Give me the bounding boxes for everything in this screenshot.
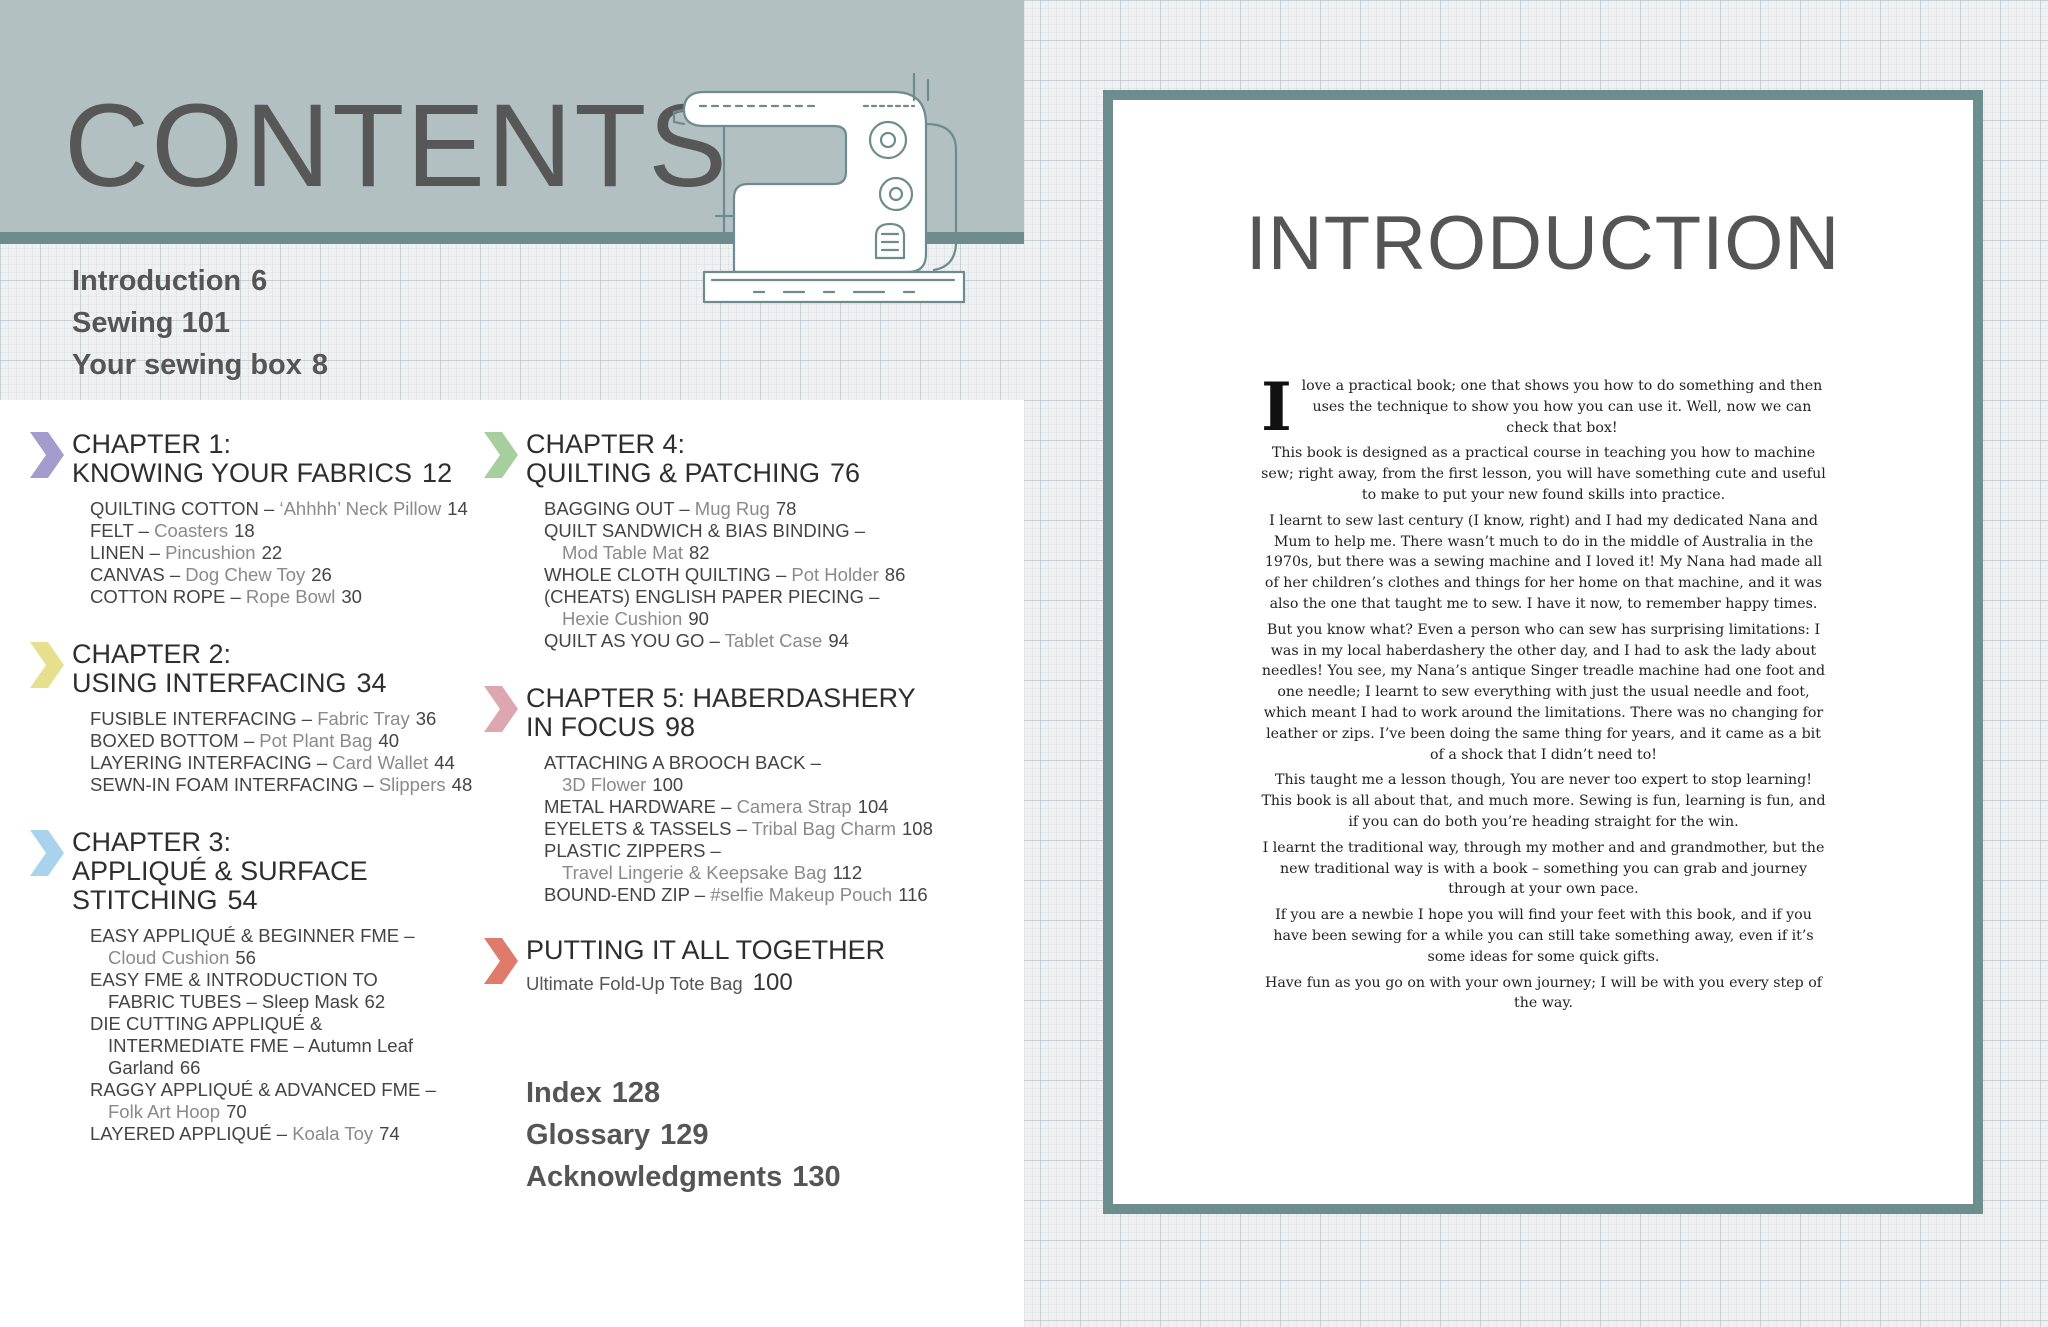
intro-paragraph: This book is designed as a practical course in teaching you how to machine sew; right away, from the first lesson, you will have something cute and useful to make to put your new found skills into practice. [1261,445,1826,503]
introduction-title: INTRODUCTION [1245,201,1841,286]
entry-project: Folk Art Hoop [108,1101,221,1122]
chapter-title-line: APPLIQUÉ & SURFACE [72,856,368,886]
contents-column-1 [30,430,480,1145]
toc-entry[interactable] [544,520,1004,564]
chapter-title-line: CHAPTER 5: HABERDASHERY [526,683,916,713]
entry-project: 3D Flower [562,774,647,795]
chapter-title: PUTTING IT ALL TOGETHER [526,935,886,965]
front-item-introduction[interactable] [72,260,328,302]
entry-topic: DIE CUTTING APPLIQUÉ & [90,1013,323,1034]
chapter-1[interactable] [30,430,480,608]
chapter-entries [526,752,1004,906]
entry-page: 66 [179,1057,201,1078]
entry-project: Tablet Case [724,630,823,651]
entry-project: Camera Strap [736,796,852,817]
entry-project: Fabric Tray [317,708,410,729]
entry-project: Rope Bowl [245,586,336,607]
contents-title: CONTENTS [64,80,729,212]
chapter-title [526,430,1004,488]
entry-page: 112 [832,862,863,883]
entry-page: 48 [451,774,473,795]
entry-topic: FUSIBLE INTERFACING – [90,708,313,729]
back-item-index[interactable] [526,1072,841,1114]
entry-topic: SEWN-IN FOAM INTERFACING – [90,774,374,795]
entry-project: Dog Chew Toy [185,564,306,585]
back-item-label: Glossary [526,1119,651,1151]
entry-project: Pot Plant Bag [259,730,373,751]
entry-page: 18 [234,520,255,541]
entry-project: Pot Holder [791,564,879,585]
chevron-icon [484,686,518,732]
drop-cap: I [1261,368,1292,446]
chevron-shape [484,686,518,732]
chevron-shape [484,938,518,984]
entry-project: Travel Lingerie & Keepsake Bag [562,862,827,883]
front-item-label: Sewing 101 [72,307,230,339]
toc-entry[interactable] [90,1123,480,1145]
entry-topic: RAGGY APPLIQUÉ & ADVANCED FME – [90,1079,436,1100]
toc-entry[interactable] [544,630,1004,652]
entry-page: 40 [378,730,399,751]
entry-project: Mod Table Mat [562,542,683,563]
toc-entry[interactable] [90,564,480,586]
toc-entry[interactable] [90,708,480,730]
entry-project: Tribal Bag Charm [751,818,897,839]
entry-project: Cloud Cushion [108,947,230,968]
chapter-title-text: QUILTING & PATCHING [526,458,821,488]
entry-page: 116 [898,884,928,905]
entry-project: Ultimate Fold-Up Tote Bag [526,973,743,994]
front-item-sewing-box[interactable] [72,344,328,386]
entry-page: 108 [902,818,933,839]
toc-entry[interactable] [90,586,480,608]
toc-entry[interactable] [90,730,480,752]
chapter-entries [72,708,480,796]
toc-entry[interactable] [90,542,480,564]
entry-topic: LAYERED APPLIQUÉ – [90,1123,288,1144]
chevron-icon [484,938,518,984]
toc-entry[interactable] [90,752,480,774]
entry-topic: BOUND-END ZIP – [544,884,706,905]
back-matter-list [526,1072,841,1198]
entry-page: 74 [379,1123,400,1144]
chapter-title-text: STITCHING [72,885,218,915]
front-item-page: 6 [251,265,268,297]
entry-topic: EYELETS & TASSELS – [544,818,747,839]
chapter-title-line [72,886,480,915]
entry-topic: QUILT SANDWICH & BIAS BINDING – [544,520,866,541]
intro-paragraph: This taught me a lesson though, You are never too expert to stop learning! This book is all about that, and much more. Sewing is fun, learning is fun, and if you can do both you’re heading straight for the win. [1261,772,1826,830]
entry-page: 22 [261,542,283,563]
entry-page: 104 [857,796,889,817]
entry-page: 14 [447,498,468,519]
chapter-title-line: CHAPTER 1: [72,429,232,459]
chapter-title-text: KNOWING YOUR FABRICS [72,458,413,488]
chapter-page: 98 [665,712,696,742]
chapter-4[interactable] [484,430,1004,652]
entry-page: 26 [311,564,332,585]
back-item-label: Acknowledgments [526,1161,783,1193]
entry-topic: COTTON ROPE – [90,586,241,607]
entry-topic: EASY FME & INTRODUCTION TO [90,969,378,990]
chevron-shape [30,432,64,478]
chapter-title-line [526,713,1004,742]
entry-page: 82 [689,542,710,563]
chapter-2[interactable] [30,640,480,796]
chapter-title-line: CHAPTER 2: [72,639,232,669]
entry-project: Coasters [154,520,229,541]
toc-entry[interactable] [90,969,480,1013]
entry-topic: EASY APPLIQUÉ & BEGINNER FME – [90,925,415,946]
toc-entry[interactable] [90,925,480,969]
entry-project: Card Wallet [332,752,429,773]
entry-page: 100 [752,969,793,996]
entry-topic: QUILT AS YOU GO – [544,630,720,651]
front-matter-list [72,260,328,386]
toc-entry[interactable] [90,774,480,796]
toc-entry[interactable] [90,1079,480,1123]
intro-paragraph: I learnt the traditional way, through my mother and and grandmother, but the new traditional way is with a book – something you can grab and journey through at your own pace. [1262,839,1825,898]
entry-page: 62 [364,991,386,1012]
entry-page: 56 [235,947,256,968]
back-item-glossary[interactable] [526,1114,841,1156]
chapter-title [72,640,480,698]
chevron-shape [30,830,64,876]
back-item-page: 128 [611,1077,661,1109]
chapter-title [72,430,480,488]
chevron-icon [484,432,518,478]
entry-topic: (CHEATS) ENGLISH PAPER PIECING – [544,586,880,607]
entry-page: 30 [341,586,362,607]
entry-page: 90 [688,608,709,629]
entry-page: 86 [884,564,906,585]
entry-topic: CANVAS – [90,564,181,585]
chapter-page: 76 [830,458,861,488]
entry-page: 100 [652,774,684,795]
intro-paragraph: If you are a newbie I hope you will find your feet with this book, and if you have been sewing for a while you can still take something away, even if it’s some ideas for some quick gifts. [1273,907,1814,965]
introduction-page [1103,90,1983,1214]
contents-column-2 [484,430,1004,997]
toc-entry[interactable] [544,564,1004,586]
entry-topic: FELT – [90,520,149,541]
chapter-5[interactable] [484,684,1004,906]
chapter-title-line: CHAPTER 4: [526,429,686,459]
chevron-icon [30,432,64,478]
toc-entry[interactable] [544,818,1004,840]
entry-project: Hexie Cushion [562,608,683,629]
back-item-label: Index [526,1077,602,1109]
chapter-entries [526,498,1004,652]
toc-entry[interactable] [544,498,1004,520]
entry-topic: METAL HARDWARE – [544,796,732,817]
chapter-title-line [72,459,480,488]
chevron-icon [30,642,64,688]
entry-topic: ATTACHING A BROOCH BACK – [544,752,821,773]
toc-entry[interactable] [544,884,1004,906]
front-item-sewing-101[interactable] [72,302,328,344]
introduction-body [1261,368,1826,1019]
toc-entry[interactable] [90,498,480,520]
intro-paragraph: I learnt to sew last century (I know, right) and I had my dedicated Nana and Mum to help me. There wasn’t much to do in the middle of Australia in the 1970s, but there was a sewing machine and I loved it! My Nana had made all of her children’s clothes and things for her home on that machine, and it was also the one that taught me to sew. I have it now, to remember happy times. [1264,512,1823,612]
paragraph-text: love a practical book; one that shows you how to do something and then uses the technique to show you how you can use it. Well, now we can check that box! [1301,378,1823,436]
toc-entry[interactable] [544,586,1004,630]
chapter-title-line: CHAPTER 3: [72,827,232,857]
entry-topic: LINEN – [90,542,160,563]
entry-project: FABRIC TUBES – Sleep Mask [108,991,359,1012]
entry-topic: BAGGING OUT – [544,498,690,519]
chapter-entries [72,498,480,608]
entry-topic: LAYERING INTERFACING – [90,752,328,773]
chapter-title-line [526,459,1004,488]
front-item-page: 8 [311,349,329,381]
front-item-label: Your sewing box [72,349,302,381]
chapter-title-text: USING INTERFACING [72,668,347,698]
chapter-page: 34 [356,668,387,698]
entry-topic: PLASTIC ZIPPERS – [544,840,721,861]
chapter-page: 54 [227,885,258,915]
entry-project: #selfie Makeup Pouch [710,884,893,905]
toc-entry[interactable] [90,520,480,542]
chevron-shape [30,642,64,688]
back-item-page: 130 [792,1161,841,1193]
chapter-title-line [72,669,480,698]
entry-project: INTERMEDIATE FME – Autumn Leaf Garland [108,1035,413,1078]
chapter-page: 12 [422,458,453,488]
chapter-title-text: IN FOCUS [526,712,656,742]
entry-page: 78 [775,498,797,519]
back-item-page: 129 [660,1119,709,1151]
entry-project: Mug Rug [694,498,770,519]
toc-entry[interactable] [544,752,1004,796]
entry-page: 44 [434,752,455,773]
entry-project: Pincushion [165,542,256,563]
back-item-acknowledgments[interactable] [526,1156,841,1198]
intro-paragraph: But you know what? Even a person who can sew has surprising limitations: I was in my local haberdashery the other day, and I had to ask the lady about needles! You see, my Nana’s antique Singer treadle machine had one foot and one needle; I learnt to sew everything with just the usual needle and foot, which meant I had to work around the limitations. There was no changing for leather or zips. I’ve been doing the same thing for years, and it came as a bit of a shock that I didn’t need to! [1261,621,1826,763]
entry-page: 36 [415,708,437,729]
toc-entry[interactable] [90,1013,480,1079]
entry-topic: BOXED BOTTOM – [90,730,255,751]
together-project [526,969,1004,997]
chapter-title [526,684,1004,742]
entry-project: Slippers [378,774,446,795]
intro-paragraph: Have fun as you go on with your own journey; I will be with you every step of the way. [1264,974,1823,1012]
sewing-machine-icon [664,66,974,316]
chapter-together[interactable] [484,936,1004,997]
chapter-3[interactable] [30,828,480,1145]
entry-project: ‘Ahhhh’ Neck Pillow [279,498,442,519]
toc-entry[interactable] [544,796,1004,818]
entry-topic: QUILTING COTTON – [90,498,275,519]
chevron-icon [30,830,64,876]
toc-entry[interactable] [544,840,1004,884]
chapter-title [72,828,480,915]
entry-topic: WHOLE CLOTH QUILTING – [544,564,787,585]
front-item-label: Introduction [72,265,242,297]
entry-page: 94 [828,630,849,651]
entry-page: 70 [226,1101,247,1122]
intro-paragraph [1261,368,1826,446]
entry-project: Koala Toy [292,1123,374,1144]
chevron-shape [484,432,518,478]
chapter-entries [72,925,480,1145]
